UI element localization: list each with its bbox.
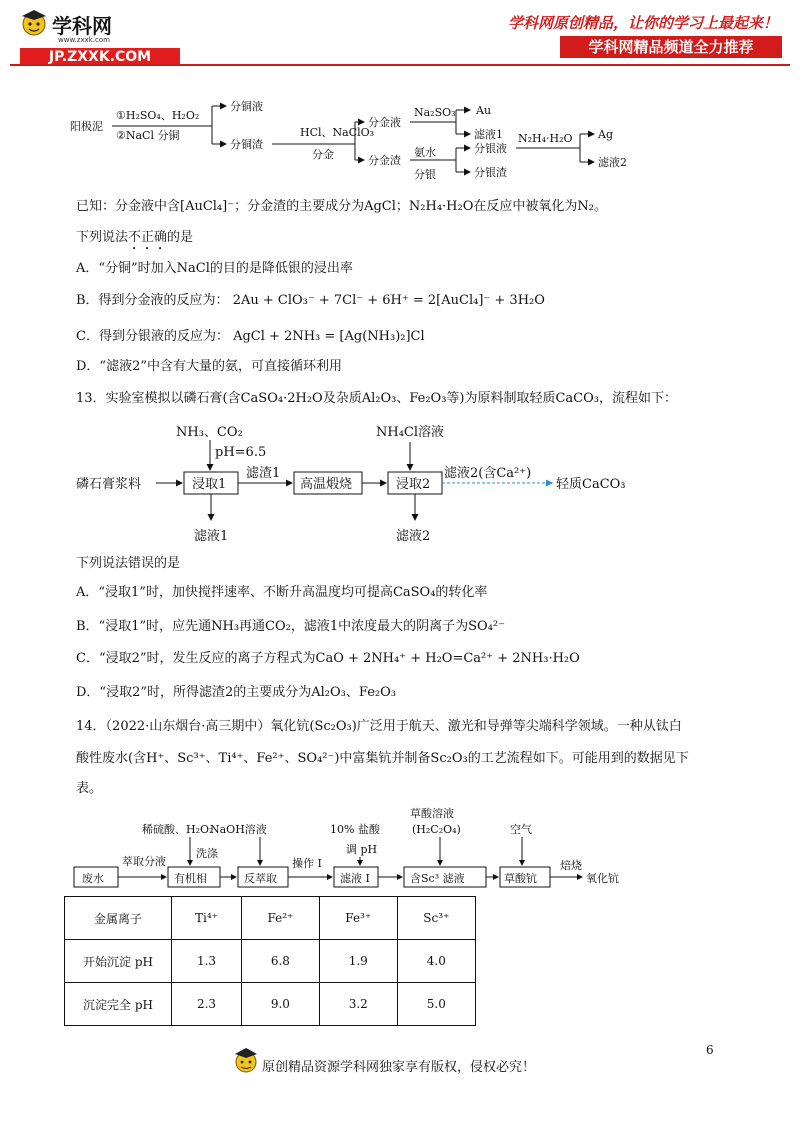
flow1-fen-jin-ye: 分金液 [368,116,401,129]
table-cell: 1.9 [319,940,397,983]
flow1-fen-tong-ye: 分铜液 [230,100,263,113]
q14-stem-line2: 酸性废水(含H⁺、Sc³⁺、Ti⁴⁺、Fe²⁺、SO₄²⁻)中富集钪并制备Sc₂O₃的工艺流程如下。可能用到的数据见下 [76,751,689,766]
q14-flow-lvye-i: 滤液 I [340,872,370,885]
q13-flow-lvye2-label: 滤液2(含Ca²⁺) [444,466,532,481]
flow1-start: 阳极泥 [70,120,103,133]
q14-flow-feishui: 废水 [82,872,104,885]
q12-option-d: D．“滤液2”中含有大量的氨，可直接循环利用 [76,359,342,374]
q13-flow-nh4cl: NH₄Cl溶液 [376,425,445,440]
flow1-ag: Ag [598,128,613,141]
q14-stem-line1: 14．（2022·山东烟台·高三期中）氧化钪(Sc₂O₃)广泛用于航天、激光和导弹等尖端科学领域。一种从钛白 [76,719,682,734]
flow1-fen-tong-zha: 分铜渣 [230,138,263,151]
table-cell: 1.3 [172,940,242,983]
table-header-row [65,897,476,940]
table-header-cell: Fe³⁺ [319,897,397,940]
page-number: 6 [706,1043,714,1057]
q12-stem-prefix: 下列说法 [76,230,129,245]
q13-flow-lvye1: 滤液1 [194,529,229,544]
q12-option-c-text: C．得到分银液的反应为： [76,329,229,344]
footer-mascot-icon [232,1046,260,1076]
q14-flow-xishuisuan: 稀硫酸、H₂O₂ [142,823,214,836]
q14-flow-tiao-ph: 调 pH [346,843,378,856]
table-cell: 3.2 [319,983,397,1026]
flowchart-phosphogypsum [70,420,670,550]
flow1-anshui: 氨水 [414,146,436,159]
flowchart-anode-mud [60,92,700,192]
q13-flow-lvzha1: 滤渣1 [246,466,281,481]
q14-flow-beishao: 焙烧 [560,859,582,872]
table-cell: 6.8 [241,940,319,983]
flow1-na2so3: Na₂SO₃ [414,106,456,119]
q13-flow-box3: 浸取2 [396,477,431,492]
header-slogan: 学科网原创精品，让你的学习上最起来！ [507,14,778,32]
table-header-cell: 金属离子 [65,897,172,940]
flow1-reagent2: ②NaCl 分铜 [116,129,180,142]
q12-option-b [76,292,545,310]
q14-flow-xidi: 洗涤 [196,847,218,860]
table-cell: 开始沉淀 pH [65,940,172,983]
q13-flow-nh3-co2: NH₃、CO₂ [176,425,243,440]
flow1-fen-yin: 分银 [414,168,436,181]
q14-flow-yansuan: 10% 盐酸 [330,823,380,836]
q13-flow-product: 轻质CaCO₃ [556,477,626,492]
table-header-cell: Sc³⁺ [397,897,475,940]
table-cell: 5.0 [397,983,475,1026]
header-logo [12,6,182,65]
table-cell: 4.0 [397,940,475,983]
q14-stem-line3: 表。 [76,781,103,796]
q14-flow-caosuankang: 草酸钪 [504,872,537,885]
flow1-lvye2: 滤液2 [598,156,627,169]
q12-stem-emphasis: 不正确 [128,230,168,245]
flow1-reagent1: ①H₂SO₄、H₂O₂ [116,109,200,122]
q13-option-d: D．“浸取2”时，所得滤渣2的主要成分为Al₂O₃、Fe₂O₃ [76,685,396,700]
q12-option-a: A．“分铜”时加入NaCl的目的是降低银的浸出率 [76,261,353,276]
logo-text: 学科网 [52,14,112,38]
flow1-au: Au [476,104,492,117]
flow1-fen-yin-ye: 分银液 [474,142,507,155]
q13-stem: 13．实验室模拟以磷石膏(含CaSO₄·2H₂O及杂质Al₂O₃、Fe₂O₃等)为原料制取轻质CaCO₃，流程如下： [76,391,677,406]
q13-option-a: A．“浸取1”时，加快搅拌速率、不断升高温度均可提高CaSO₄的转化率 [76,585,488,600]
flow1-n2h4: N₂H₄·H₂O [518,132,573,145]
q13-question: 下列说法错误的是 [76,556,181,571]
table-cell: 9.0 [241,983,319,1026]
q13-flow-box1: 浸取1 [192,477,227,492]
flow1-hcl-naclo3: HCl、NaClO₃ [300,126,375,139]
q12-option-c-equation: AgCl + 2NH₃ = [Ag(NH₃)₂]Cl [233,329,425,344]
flow1-fen-yin-zha: 分银渣 [474,166,507,179]
q13-flow-box2: 高温煅烧 [300,477,353,492]
q14-flow-cuiqu: 萃取分液 [122,855,166,868]
mascot-icon [18,8,50,38]
header-banner: 学科网精品频道全力推荐 [560,36,782,58]
footer-copyright: 原创精品资源学科网独家享有版权，侵权必究！ [262,1060,536,1075]
flow1-fen-jin: 分金 [312,148,334,161]
q13-flow-start: 磷石膏浆料 [76,477,142,492]
table-header-cell: Fe²⁺ [241,897,319,940]
q14-flow-yanghuakang: 氧化钪 [586,872,619,885]
flow1-lvye1: 滤液1 [474,128,503,141]
q13-flow-lvye2: 滤液2 [396,529,431,544]
table-header-cell: Ti⁴⁺ [172,897,242,940]
table-row [65,983,476,1026]
table-cell: 2.3 [172,983,242,1026]
q14-flow-kongqi: 空气 [510,823,532,836]
header-divider [10,64,790,66]
table-row [65,940,476,983]
q12-stem [76,229,193,253]
q14-flow-caosuan: 草酸溶液 [410,807,454,820]
q12-option-b-text: B．得到分金液的反应为： [76,293,229,308]
q12-known: 已知：分金液中含[AuCl₄]⁻；分金渣的主要成分为AgCl；N₂H₄·H₂O在反应中被氧化为N₂。 [76,199,607,214]
logo-subtext: www.zxxk.com [58,36,110,44]
q14-flow-fancuiqu: 反萃取 [244,872,277,885]
q14-flow-caozuo: 操作 I [292,857,322,870]
flow1-fen-jin-zha: 分金渣 [368,154,401,167]
q12-stem-suffix: 的是 [167,230,194,245]
q13-option-b: B．“浸取1”时，应先通NH₃再通CO₂，滤液1中浓度最大的阴离子为SO₄²⁻ [76,619,505,634]
q14-flow-caosuan-formula: (H₂C₂O₄) [412,823,461,836]
logo-url[interactable]: JP.ZXXK.COM [20,48,180,66]
q14-flow-han-sc: 含Sc³ 滤液 [410,872,465,885]
q12-option-c [76,328,425,346]
q13-option-c: C．“浸取2”时，发生反应的离子方程式为CaO + 2NH₄⁺ + H₂O=Ca²⁺ + 2NH₃·H₂O [76,651,580,666]
q14-flow-youjixiang: 有机相 [174,872,207,885]
q13-flow-ph: pH=6.5 [215,445,267,460]
q12-option-b-equation: 2Au + ClO₃⁻ + 7Cl⁻ + 6H⁺ = 2[AuCl₄]⁻ + 3H₂O [232,293,545,308]
q14-flow-naoh: NaOH溶液 [210,823,267,836]
q14-ph-table [64,896,476,1026]
flowchart-scandium [70,805,670,891]
table-cell: 沉淀完全 pH [65,983,172,1026]
